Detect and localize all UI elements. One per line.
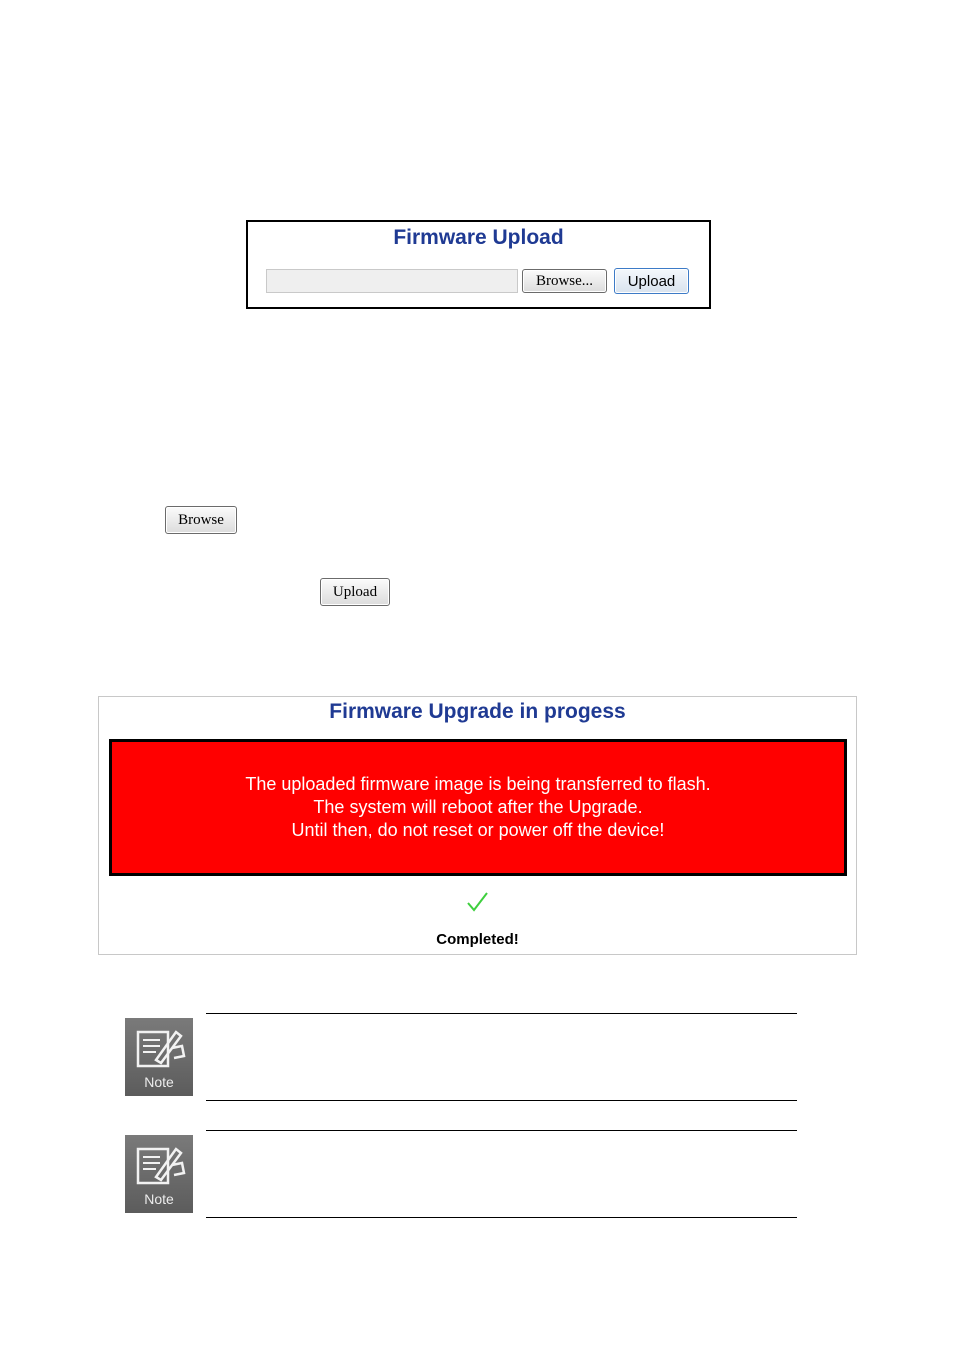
firmware-upload-panel <box>246 220 711 309</box>
warning-line-3: Until then, do not reset or power off the device! <box>291 820 665 840</box>
upload-button-example[interactable]: Upload <box>320 578 390 606</box>
upload-button[interactable]: Upload <box>614 268 689 294</box>
note-2-label: Note <box>144 1191 174 1207</box>
checkmark-icon <box>465 890 489 914</box>
note-1-bottom-rule <box>206 1100 797 1101</box>
note-1-icon <box>125 1018 193 1096</box>
completed-status: Completed! <box>436 931 519 948</box>
note-pencil-icon <box>132 1026 186 1072</box>
note-1-top-rule <box>206 1013 797 1014</box>
note-2-top-rule <box>206 1130 797 1131</box>
warning-line-2: The system will reboot after the Upgrade. <box>313 797 643 817</box>
warning-box <box>109 739 847 876</box>
warning-line-1: The uploaded firmware image is being transferred to flash. <box>245 774 711 794</box>
note-2-bottom-rule <box>206 1217 797 1218</box>
progress-title: Firmware Upgrade in progess <box>329 700 626 723</box>
browse-button-example[interactable]: Browse <box>165 506 237 534</box>
note-2-icon <box>125 1135 193 1213</box>
file-path-input[interactable] <box>266 269 518 293</box>
firmware-upgrade-progress-panel <box>98 696 857 955</box>
note-1-label: Note <box>144 1074 174 1090</box>
note-pencil-icon <box>132 1143 186 1189</box>
firmware-upload-title: Firmware Upload <box>393 226 564 249</box>
browse-button[interactable]: Browse... <box>522 269 607 293</box>
